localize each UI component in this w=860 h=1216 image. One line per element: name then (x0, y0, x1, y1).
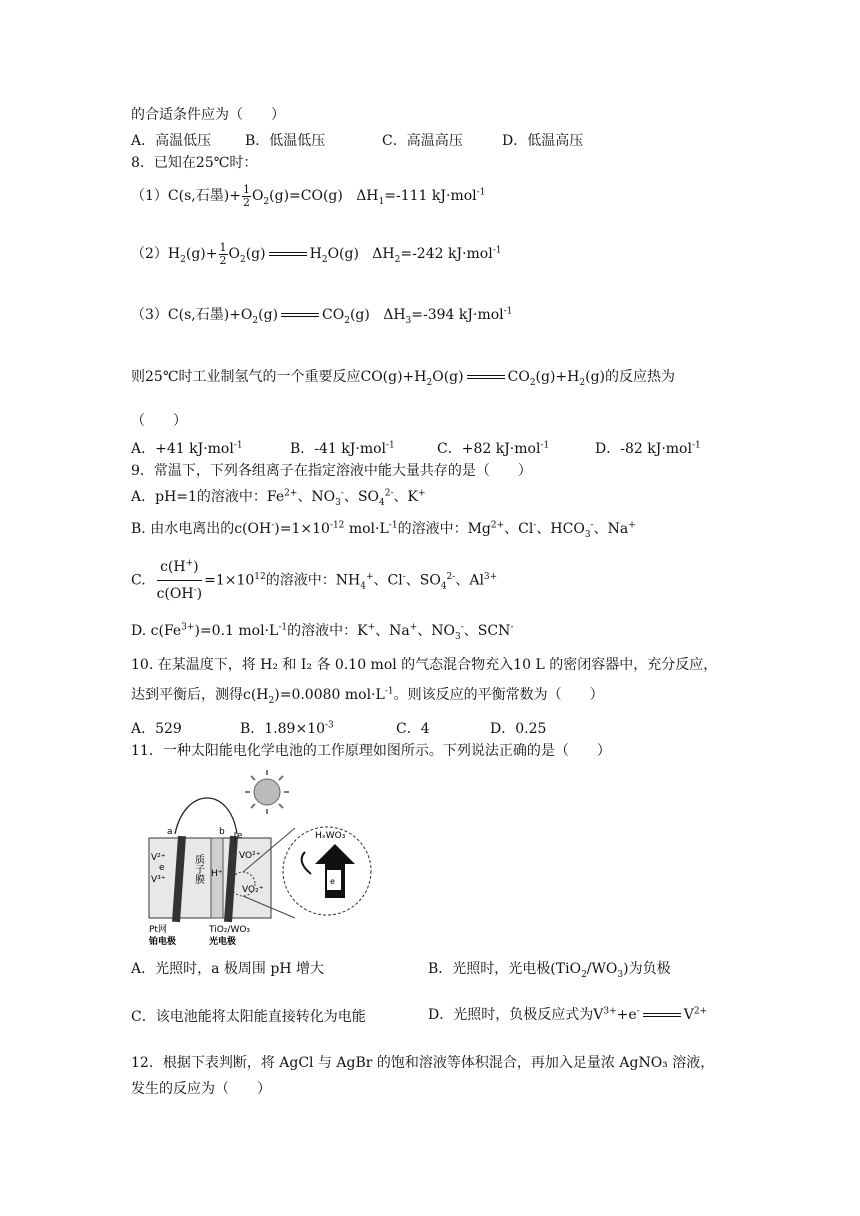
q8-eq3: （3）C(s,石墨)$+O_2(g)$ $CO_2(g)$ $\Delta H_3=-394$ kJ·mol$^{-1}$ (131, 306, 513, 326)
label-membrane: 质子膜 (192, 854, 204, 884)
q12-line1: 12．根据下表判断，将 AgCl 与 AgBr 的饱和溶液等体积混合，再加入足量浓 AgNO₃ 溶液， (131, 1055, 715, 1071)
q10-option-a: A．529 (131, 721, 182, 737)
q11-option-d: D．光照时，负极反应式为$V^{3+}+e^-$ $V^{2+}$ (428, 1006, 708, 1023)
q9-option-d: D. $c(Fe^{3+})=0.1$ $mol\cdot L^{-1}$的溶液中：K+、Na+、$NO_3^-$、SCN- (131, 622, 514, 642)
q8-eq3-label: （3） (131, 307, 168, 323)
label-vo2: VO²⁺ (239, 851, 261, 861)
q10-line2: 达到平衡后，测得$c(H_2)=0.0080$ $mol\cdot L^{-1}$。则该反应的平衡常数为（ ） (131, 686, 604, 706)
q8-question: 则25℃时工业制氢气的一个重要反应$CO(g)+H_2O(g)$ $CO_2(g)+H_2(g)$的反应热为 (131, 369, 675, 388)
q8-eq2-label: （2） (131, 246, 168, 262)
label-photoelectrode: 光电极 (209, 937, 237, 947)
label-pt-electrode: 铂电极 (149, 937, 177, 947)
q8-eq1-value: =-111 kJ·mol (384, 188, 477, 204)
label-v2: V²⁺ (151, 853, 166, 863)
label-tio2: TiO₂/WO₃ (209, 925, 251, 935)
label-h: H⁺ (211, 869, 223, 879)
q8-option-c: C．+82 kJ·mol$^{-1}$ (437, 440, 550, 457)
q8-stem: 8．已知在25℃时： (131, 155, 258, 171)
label-a: a (167, 827, 173, 837)
q7-tail: 的合适条件应为（ ） (131, 107, 285, 123)
q11-option-c: C．该电池能将太阳能直接转化为电能 (131, 1009, 366, 1025)
q8-option-a: A．+41 kJ·mol$^{-1}$ (131, 440, 243, 457)
q7-option-a: A．高温低压 (131, 133, 212, 149)
q10-option-c: C．4 (396, 721, 430, 737)
label-e-zoom: e (330, 877, 335, 886)
label-hxwo3: HₓWO₃ (315, 831, 346, 841)
q10-line1: 10. 在某温度下，将 H₂ 和 I₂ 各 0.10 mol 的气态混合物充入10 L 的密闭容器中，充分反应， (131, 657, 718, 673)
sun-icon (245, 770, 289, 814)
q8-eq3-value: =-394 kJ·mol (411, 307, 504, 323)
q9-option-a: A．pH=1的溶液中：$Fe^{2+}$、$NO_3^-$、$SO_4^{2-}$、K+ (131, 488, 426, 508)
label-vo2p: VO₂⁺ (242, 885, 264, 895)
q10-option-d: D．0.25 (490, 721, 547, 737)
solar-cell-diagram (145, 766, 380, 951)
q11-stem: 11．一种太阳能电化学电池的工作原理如图所示。下列说法正确的是（ ） (131, 743, 611, 759)
q8-paren: （ ） (131, 413, 187, 429)
label-e-left: e (159, 863, 165, 873)
label-e-top: e (237, 831, 243, 841)
q10-option-b: B．$1.89\times 10^{-3}$ (240, 720, 334, 737)
q11-option-a: A．光照时，a 极周围 pH 增大 (131, 961, 324, 977)
label-v3: V³⁺ (151, 875, 166, 885)
q8-eq1-label: （1） (131, 188, 168, 204)
q8-option-b: B．-41 kJ·mol$^{-1}$ (290, 440, 395, 457)
q8-eq2-value: =-242 kJ·mol (400, 246, 493, 262)
label-pt-net: Pt网 (149, 925, 167, 935)
q8-eq1: （1）C(s,石墨)+ $\frac{1}{2}$ $O_2(g)=CO(g)$ $\Delta H_1=-111$ kJ·mol$^{-1}$ (131, 182, 486, 209)
q8-eq2: $(2)H_2(g)+$ $\frac{1}{2}$ $O_2(g)$ $H_2O(g)$ $\Delta H_2=-242$ kJ·mol$^{-1}$ (131, 240, 502, 267)
q8-option-d: D．-82 kJ·mol$^{-1}$ (595, 440, 701, 457)
q7-option-d: D．低温高压 (502, 133, 584, 149)
label-b: b (219, 827, 225, 837)
q7-option-b: B．低温低压 (245, 133, 326, 149)
q11-option-b: B．光照时，光电极$(TiO_2/WO_3)$为负极 (428, 961, 671, 980)
q9-option-c: C. $\frac{c(H^+)}{c(OH^-)}$ $=1\times 10^{12}$的溶液中：$NH_4^+$、Cl-、$SO_4^{2-}$、$Al^{3+}$ (131, 556, 497, 605)
q12-line2: 发生的反应为（ ） (131, 1081, 271, 1097)
q9-stem: 9．常温下，下列各组离子在指定溶液中能大量共存的是（ ） (131, 463, 532, 479)
q7-option-c: C．高温高压 (382, 133, 463, 149)
q9-option-b: B. 由水电离出的$c(OH^-)=1\times 10^{-12}$ $mol\cdot L^{-1}$的溶液中：$Mg^{2+}$、Cl-、$HCO_3^-$、Na+ (131, 520, 636, 540)
